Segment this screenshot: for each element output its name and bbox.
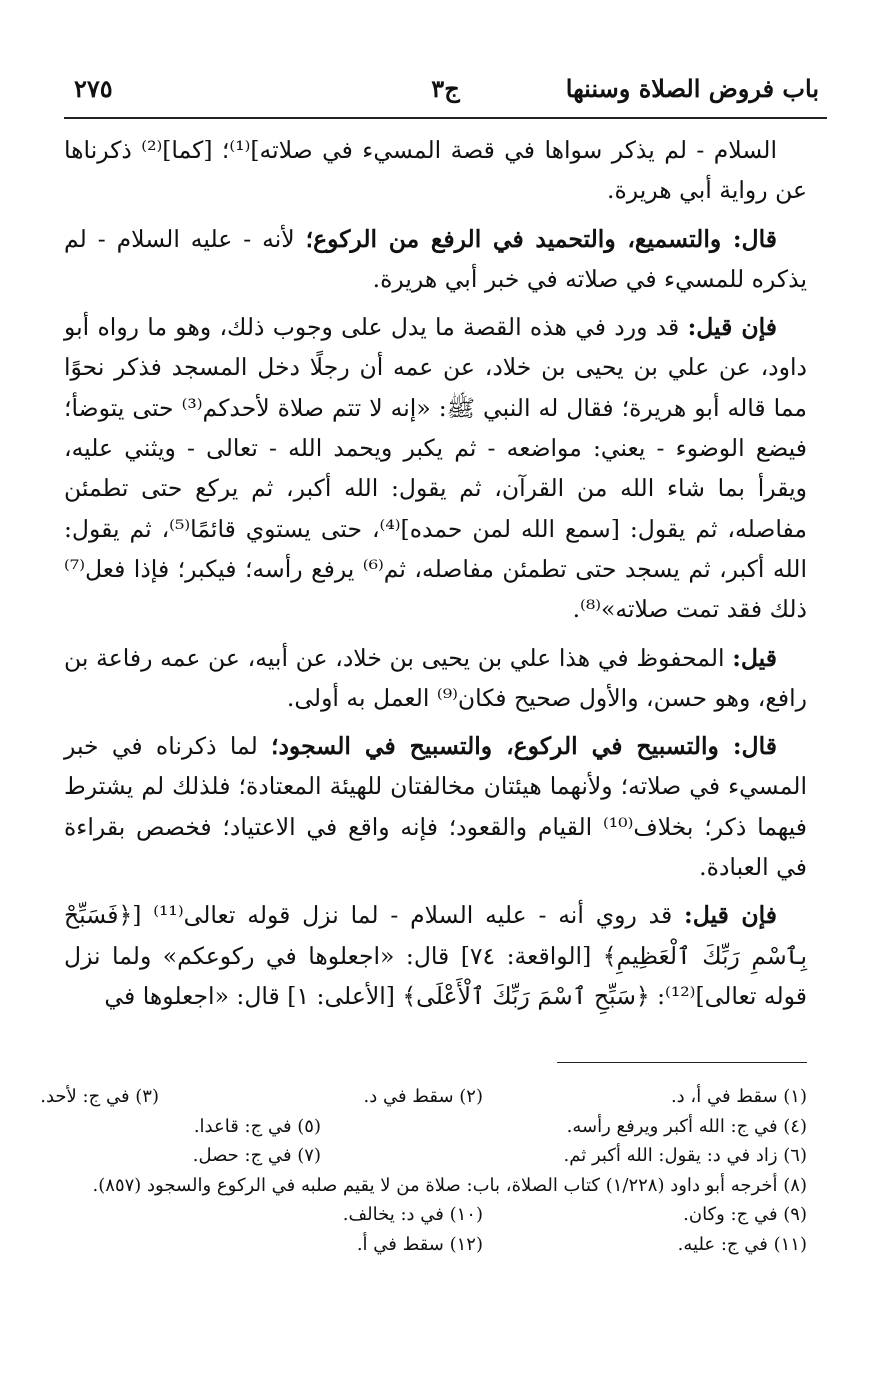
paragraph-text: لما ذكرناه في خبر المسيء في صلاته؛ ولأنهما هيئتان مخالفتان للهيئة المعتادة؛ فلذلك لم يشترط فيهما ذكر؛ بخلاف⁽¹⁰⁾ القيام والقعود؛ فإنه واقع في الاعتياد؛ فخصص بقراءة في العبادة. — [64, 732, 807, 882]
paragraph-lead: فإن قيل: — [687, 313, 777, 342]
page-number: ٢٧٥ — [74, 74, 113, 103]
paragraph — [64, 895, 807, 1016]
footnote: (٦) زاد في د: يقول: الله أكبر ثم. — [563, 1145, 807, 1166]
paragraph — [64, 638, 807, 719]
paragraph-lead: قيل: — [732, 643, 777, 672]
running-header — [64, 68, 827, 112]
section-title: باب فروض الصلاة وسننها — [565, 74, 819, 103]
volume-label: ج٣ — [431, 74, 460, 103]
footnote: (١٢) سقط في أ. — [356, 1233, 483, 1255]
footnote-row — [64, 1230, 807, 1260]
paragraph — [64, 726, 807, 887]
paragraph-text: السلام - لم يذكر سواها في قصة المسيء في صلاته]⁽¹⁾؛ [كما]⁽²⁾ ذكرناها عن رواية أبي هريرة. — [64, 136, 807, 205]
paragraph-text: قد روي أنه - عليه السلام - لما نزل قوله تعالى⁽¹¹⁾ [﴿فَسَبِّحْ بِٱسْمِ رَبِّكَ ٱلْعَظِيمِ﴾ [الواقعة: ٧٤] قال: «اجعلوها في ركوعكم» ولما نزل قوله تعالى]⁽¹²⁾: ﴿سَبِّحِ ٱسْمَ رَبِّكَ ٱلْأَعْلَى﴾ [الأعلى: ١] قال: «اجعلوها في — [64, 901, 808, 1010]
footnote-row — [40, 1082, 807, 1112]
footnote: (٥) في ج: قاعدا. — [193, 1115, 321, 1137]
paragraph-lead: فإن قيل: — [684, 901, 777, 930]
paragraph-text: المحفوظ في هذا علي بن يحيى بن خلاد، عن أبيه، عن عمه رفاعة بن رافع، وهو حسن، والأول صحيح فكان⁽⁹⁾ العمل به أولى. — [64, 643, 807, 712]
footnote: (٣) في ج: لأحد. — [40, 1086, 159, 1107]
footnote: (٤) في ج: الله أكبر ويرفع رأسه. — [566, 1115, 807, 1137]
footnote: (١١) في ج: عليه. — [677, 1233, 807, 1255]
footnote: (٢) سقط في د. — [363, 1086, 483, 1107]
footnote-row — [64, 1141, 807, 1171]
footnote: (١٠) في د: يخالف. — [342, 1204, 483, 1225]
header-divider — [64, 117, 827, 119]
paragraph-lead: قال: والتسبيح في الركوع، والتسبيح في السجود؛ — [271, 732, 777, 761]
footnote-row — [64, 1112, 807, 1142]
main-text — [64, 130, 807, 1024]
footnote: (٧) في ج: حصل. — [192, 1145, 321, 1166]
footnote: (٨) أخرجه أبو داود (١/٢٢٨) كتاب الصلاة، باب: صلاة من لا يقيم صلبه في الركوع والسجود (٨٥٧). — [92, 1174, 807, 1196]
paragraph — [64, 307, 807, 629]
paragraph-text: قد ورد في هذه القصة ما يدل على وجوب ذلك، وهو ما رواه أبو داود، عن علي بن يحيى بن خلاد، عن عمه أن رجلًا دخل المسجد فذكر نحوًا مما قاله أبو هريرة؛ فقال له النبي ﷺ: «إنه لا تتم صلاة لأحدكم⁽³⁾ حتى يتوضأ؛ فيضع الوضوء - يعني: مواضعه - ثم يكبر ويحمد الله - تعالى - ويثني عليه، ويقرأ بما شاء الله من القرآن، ثم يقول: الله أكبر، ثم يركع حتى تطمئن مفاصله، ثم يقول: [سمع الله لمن حمده]⁽⁴⁾، حتى يستوي قائمًا⁽⁵⁾، ثم يقول: الله أكبر، ثم يسجد حتى تطمئن مفاصله، ثم⁽⁶⁾ يرفع رأسه؛ فيكبر؛ فإذا فعل⁽⁷⁾ ذلك فقد تمت صلاته»⁽⁸⁾. — [64, 313, 807, 624]
paragraph-text: لأنه - عليه السلام - لم يذكره للمسيء في صلاته في خبر أبي هريرة. — [64, 224, 807, 293]
paragraph — [64, 130, 807, 211]
footnote-divider — [557, 1062, 807, 1063]
paragraph — [64, 219, 807, 300]
footnote: (٩) في ج: وكان. — [683, 1204, 807, 1225]
footnotes — [40, 1082, 807, 1259]
paragraph-lead: قال: والتسميع، والتحميد في الرفع من الركوع؛ — [305, 224, 777, 253]
footnote: (١) سقط في أ، د. — [670, 1086, 807, 1107]
footnote-row — [64, 1200, 807, 1230]
